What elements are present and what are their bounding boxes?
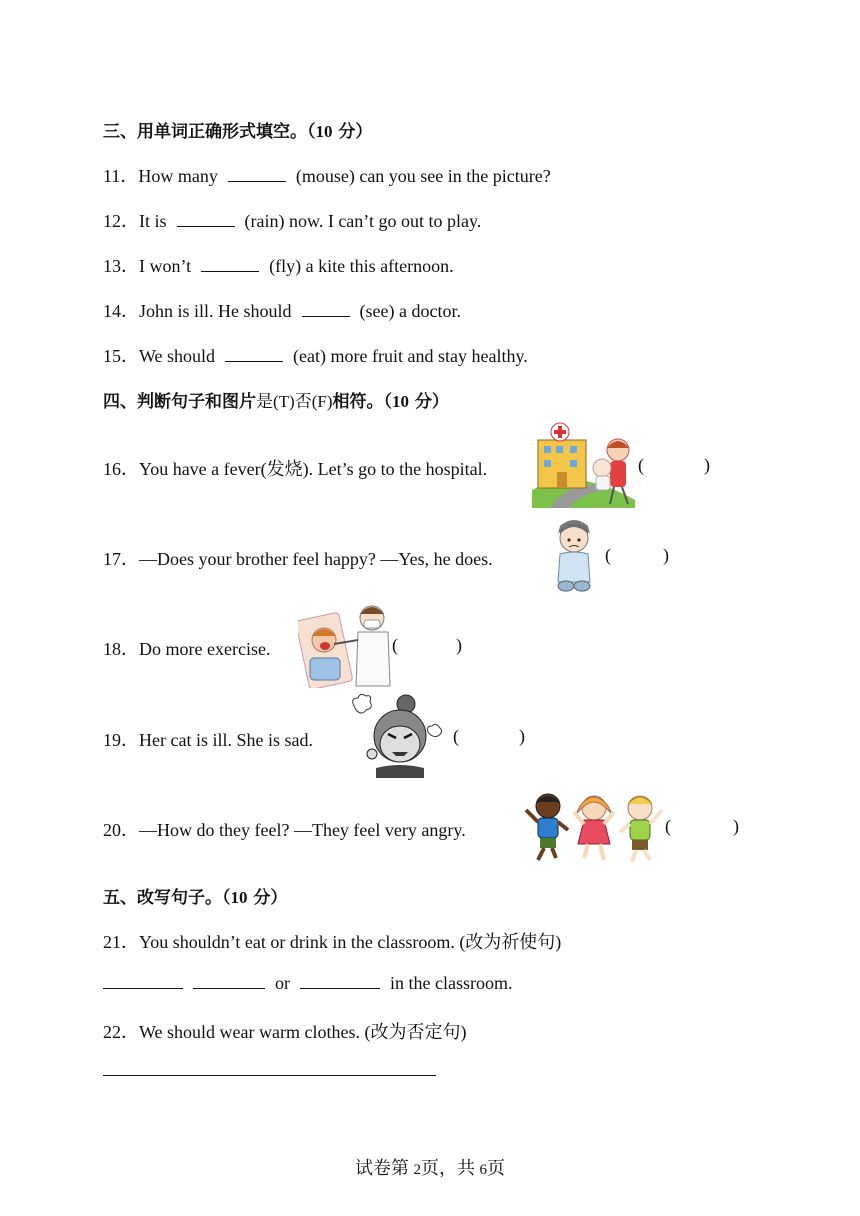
open-mouth: [320, 642, 330, 650]
steam-cloud-icon: [353, 694, 372, 713]
q12-blank[interactable]: [177, 212, 235, 227]
mother-body: [610, 461, 626, 487]
child-head: [593, 459, 611, 477]
question-11: [103, 162, 551, 188]
section-3-title: 三、用单词正确形式填空。（: [103, 122, 316, 142]
section-5-points: 10: [230, 888, 248, 907]
q19-answer-bracket[interactable]: [453, 726, 525, 747]
section-3-heading: [103, 117, 372, 142]
leg: [538, 848, 544, 860]
q13-hint: (fly) a kite this afternoon.: [269, 256, 454, 276]
kid-3-body: [630, 820, 650, 840]
question-22: [103, 1018, 466, 1044]
footer-page-number: 2: [413, 1162, 421, 1178]
q13-number: 13．: [103, 256, 139, 276]
dentist-hair: [360, 607, 384, 614]
question-18: [103, 635, 270, 661]
open-paren: (: [665, 816, 671, 836]
q22-text: We should wear warm clothes. (改为否定句): [139, 1022, 467, 1042]
open-paren: (: [392, 635, 398, 655]
q12-text: It is: [139, 211, 167, 231]
footer-text: 页，共: [421, 1158, 480, 1178]
dentist-picture: [298, 600, 394, 688]
girl-body: [376, 765, 424, 778]
kid-1-body: [538, 818, 558, 838]
q17-number: 17．: [103, 549, 139, 569]
q12-hint: (rain) now. I can’t go out to play.: [244, 211, 482, 231]
page-footer: [0, 1154, 860, 1180]
question-12: [103, 207, 481, 233]
section-3-close: 分）: [332, 122, 373, 142]
question-19: [103, 726, 313, 752]
q14-number: 14．: [103, 301, 139, 321]
q16-answer-bracket[interactable]: [638, 455, 710, 476]
section-4-heading: [103, 387, 449, 412]
footer-text: 试卷第: [355, 1158, 414, 1178]
pointing-hand: [367, 749, 377, 759]
question-15: [103, 342, 528, 368]
dentist-coat: [356, 632, 390, 686]
arm: [558, 822, 568, 830]
q17-text: —Does your brother feel happy? —Yes, he does.: [139, 549, 493, 569]
q21-text: You shouldn’t eat or drink in the classroom. (改为祈使句): [139, 932, 562, 952]
window: [570, 460, 577, 467]
q11-blank[interactable]: [228, 167, 286, 182]
close-paren: ): [456, 635, 462, 655]
q21-tail: in the classroom.: [390, 973, 513, 993]
window: [544, 446, 551, 453]
section-4-title-end: 相符。（: [332, 392, 392, 412]
open-paren: (: [638, 455, 644, 475]
q21-or: or: [275, 973, 290, 993]
q13-blank[interactable]: [201, 257, 259, 272]
q14-hint: (see) a doctor.: [359, 301, 461, 321]
section-4-points: 10: [391, 392, 409, 411]
close-paren: ): [663, 545, 669, 565]
question-17: [103, 545, 493, 571]
shoe: [558, 581, 574, 591]
section-5-title: 五、改写句子。（: [103, 888, 231, 908]
q20-text: —How do they feel? —They feel very angry.: [139, 820, 466, 840]
q18-answer-bracket[interactable]: [392, 635, 462, 656]
leg: [600, 844, 604, 860]
steam-cloud-icon: [428, 724, 442, 736]
q15-hint: (eat) more fruit and stay healthy.: [293, 346, 528, 366]
door: [557, 472, 567, 488]
boy-body: [558, 552, 590, 582]
girl-face: [380, 726, 420, 762]
q19-number: 19．: [103, 730, 139, 750]
leg: [644, 850, 650, 860]
q20-number: 20．: [103, 820, 139, 840]
arm: [604, 812, 614, 824]
q14-blank[interactable]: [302, 302, 350, 317]
shoe: [574, 581, 590, 591]
patient-body: [310, 658, 340, 680]
question-13: [103, 252, 454, 278]
close-paren: ): [519, 726, 525, 746]
shorts: [632, 840, 648, 850]
question-20: [103, 816, 466, 842]
window: [544, 460, 551, 467]
q16-number: 16．: [103, 459, 139, 479]
section-5-close: 分）: [247, 888, 288, 908]
close-paren: ): [704, 455, 710, 475]
q16-text: You have a fever(发烧). Let’s go to the hospital.: [139, 459, 488, 479]
kid-3-hair: [628, 797, 652, 804]
q15-text: We should: [139, 346, 216, 366]
open-paren: (: [605, 545, 611, 565]
question-14: [103, 297, 461, 323]
q13-text: I won’t: [139, 256, 192, 276]
eye: [567, 538, 570, 541]
arm: [526, 810, 538, 822]
child-body: [596, 476, 610, 490]
leg: [632, 850, 636, 862]
section-4-tf-label: 是(T)否(F): [256, 392, 333, 411]
arm: [620, 824, 630, 832]
section-4-title: 四、判断句子和图片: [103, 392, 256, 412]
question-21: [103, 928, 561, 954]
q17-answer-bracket[interactable]: [605, 545, 669, 566]
face-mask: [364, 620, 380, 628]
hospital-picture: [530, 420, 640, 508]
q21-blank-2[interactable]: [193, 974, 265, 989]
q15-number: 15．: [103, 346, 139, 366]
q22-number: 22．: [103, 1022, 139, 1042]
q21-blank-1[interactable]: [103, 974, 183, 989]
close-paren: ): [733, 816, 739, 836]
q21-number: 21．: [103, 932, 139, 952]
q19-text: Her cat is ill. She is sad.: [139, 730, 313, 750]
window: [556, 446, 563, 453]
section-4-close: 分）: [408, 392, 449, 412]
footer-total-pages: 6: [479, 1162, 487, 1178]
q22-answer-line[interactable]: [103, 1075, 436, 1076]
leg: [552, 848, 556, 858]
arm: [574, 812, 584, 824]
section-5-heading: [103, 883, 287, 908]
cross-bar: [554, 430, 566, 434]
q20-answer-bracket[interactable]: [665, 816, 739, 837]
q14-text: John is ill. He should: [139, 301, 292, 321]
leg: [584, 844, 588, 858]
open-paren: (: [453, 726, 459, 746]
q11-text: How many: [138, 166, 218, 186]
q21-answer-line: [103, 973, 512, 994]
q15-blank[interactable]: [225, 347, 283, 362]
window: [570, 446, 577, 453]
q12-number: 12．: [103, 211, 139, 231]
sad-boy-picture: [550, 516, 598, 594]
angry-girl-picture: [346, 692, 446, 778]
jumping-kids-picture: [522, 788, 666, 868]
footer-text: 页: [487, 1158, 505, 1178]
section-3-points: 10: [315, 122, 333, 141]
question-16: [103, 455, 487, 481]
q18-text: Do more exercise.: [139, 639, 271, 659]
q21-blank-3[interactable]: [300, 974, 380, 989]
eye: [577, 538, 580, 541]
q11-hint: (mouse) can you see in the picture?: [295, 166, 551, 186]
q18-number: 18．: [103, 639, 139, 659]
q11-number: 11．: [103, 166, 139, 186]
shorts: [540, 838, 556, 848]
